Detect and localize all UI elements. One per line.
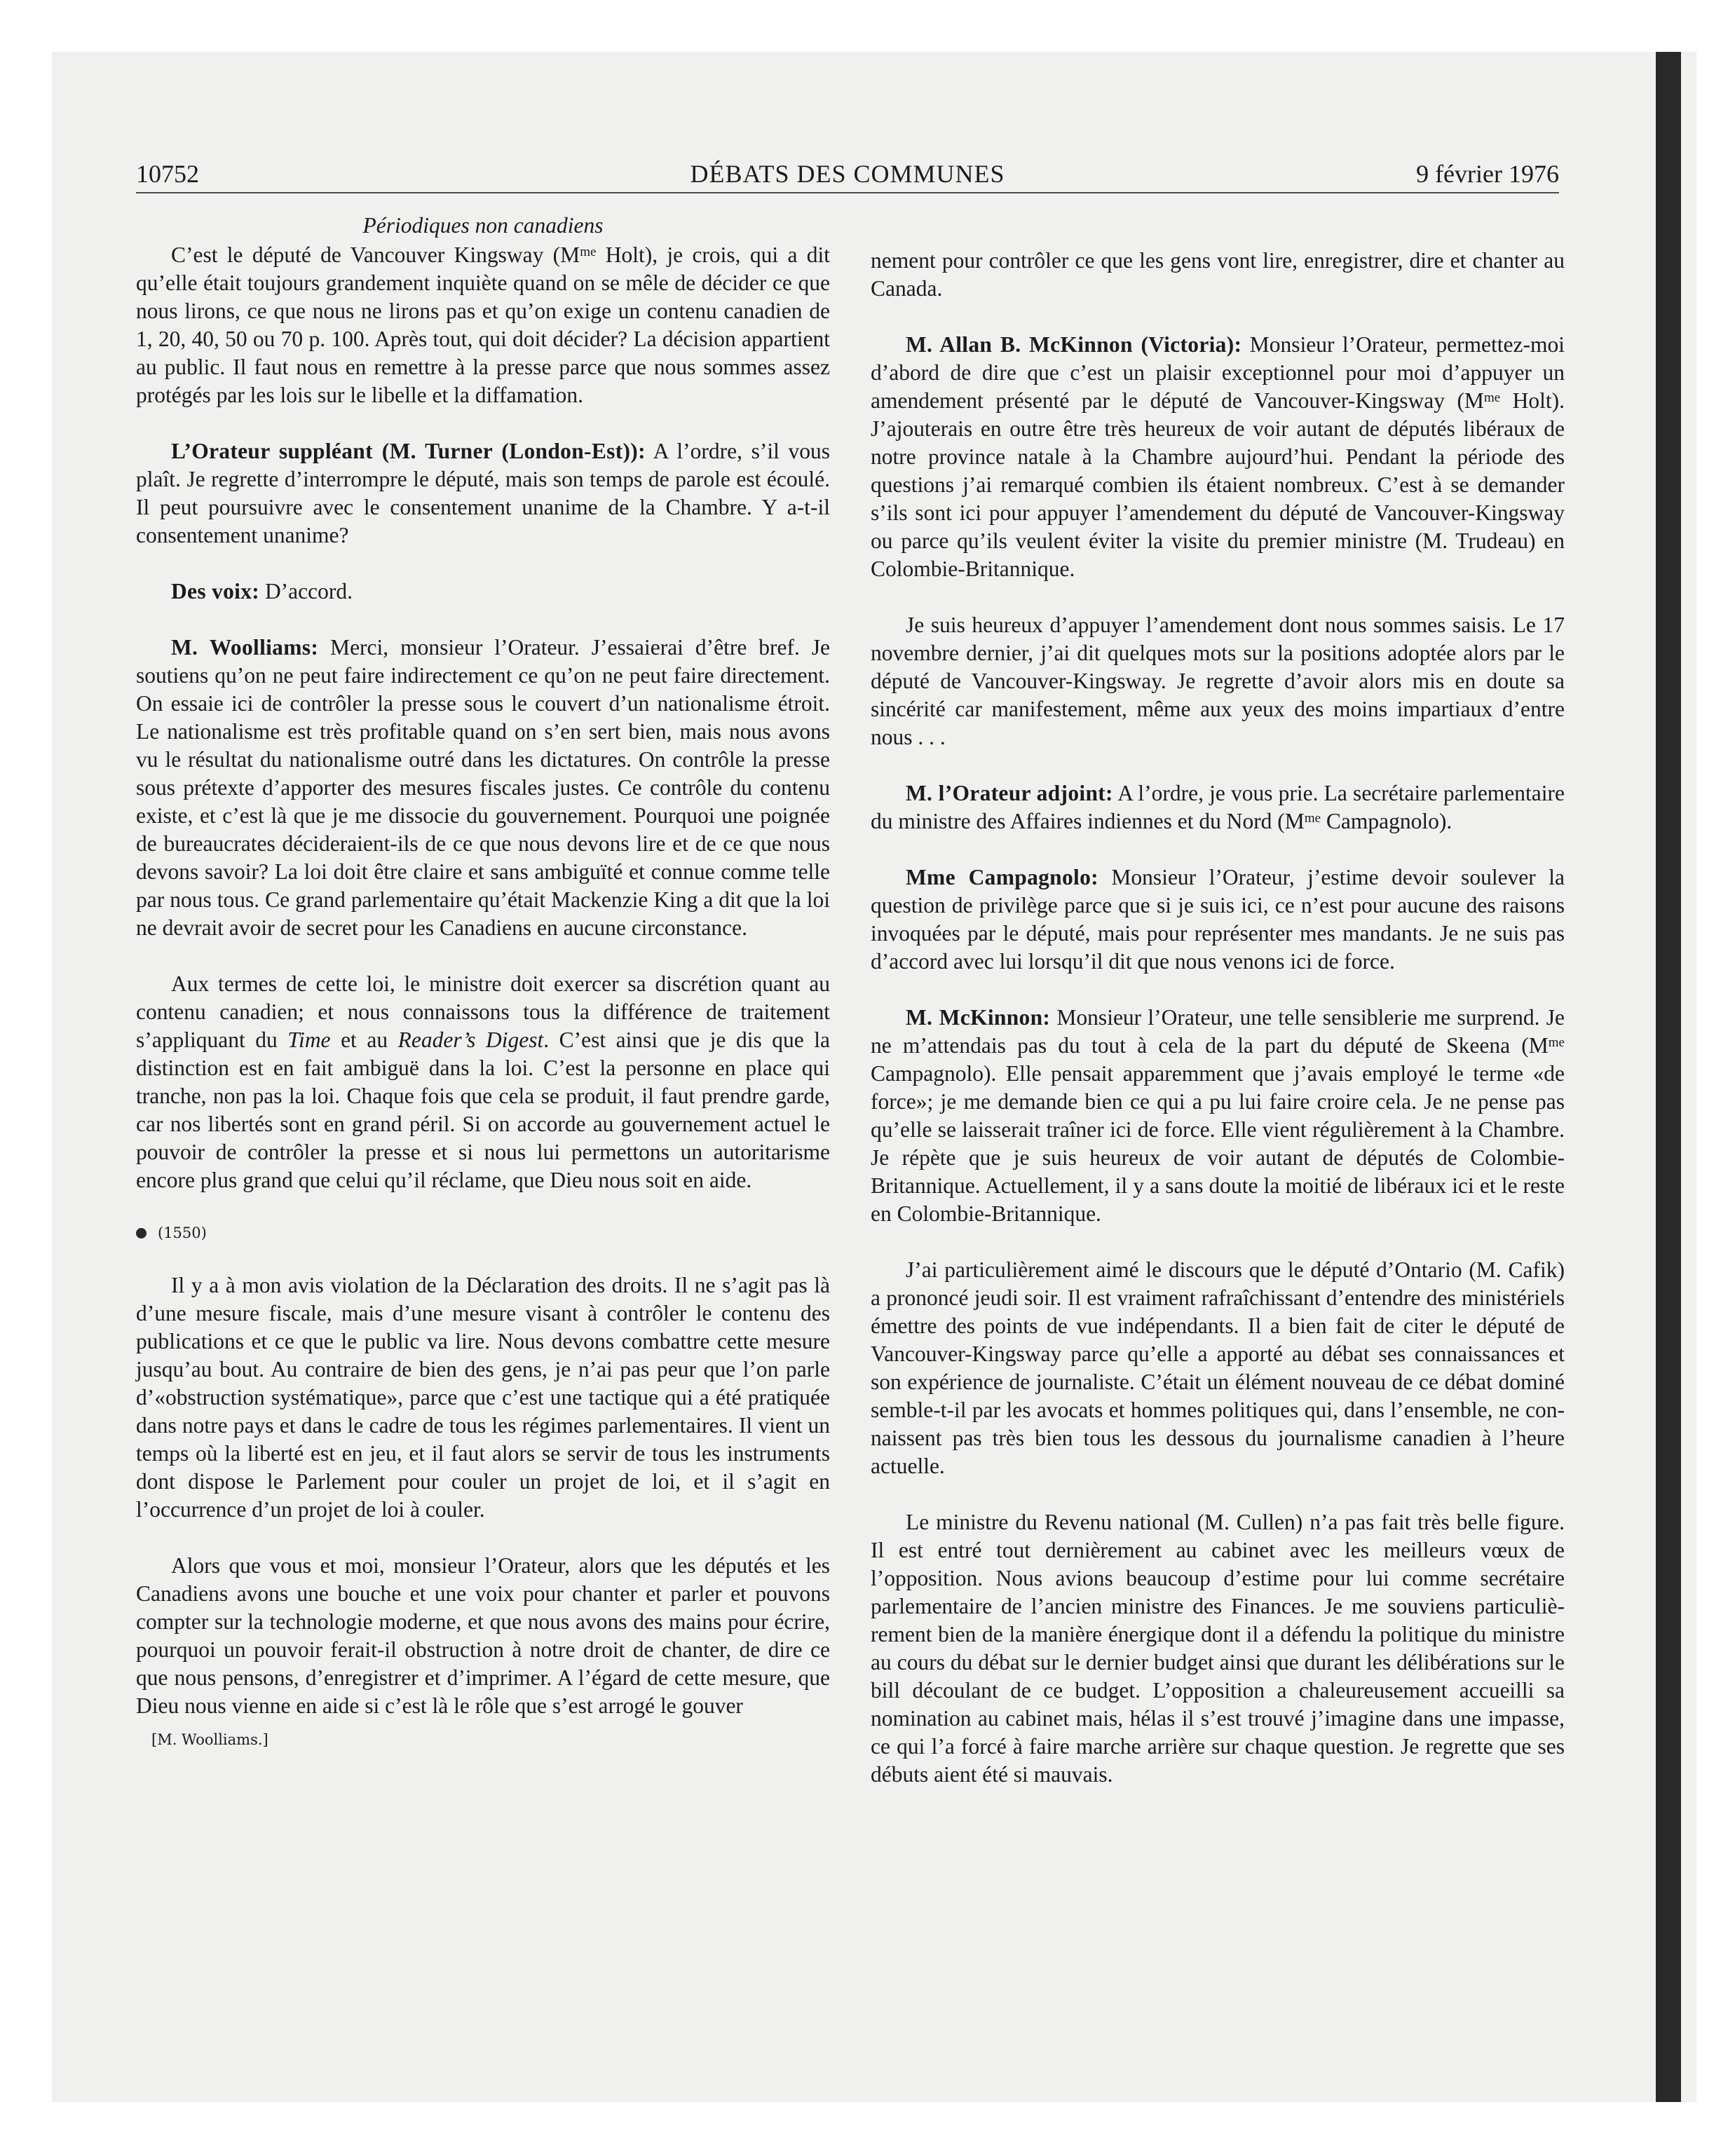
paragraph <box>871 1004 1565 1228</box>
speaker-name: Mme Campagnolo: <box>906 865 1098 889</box>
superscript: me <box>1304 811 1321 826</box>
speech-text: Monsieur l’Orateur, j’estime devoir soulever la question de privilège parce que si je suis ici, ce n’est pour aucune des raisons invoquées par le député, mais pour représenter mes mandants. Je ne suis pas d’accord avec lui lorsqu’il dit que nous venons ici de force. <box>871 865 1565 974</box>
paragraph <box>871 331 1565 583</box>
speech-text: D’accord. <box>259 579 353 603</box>
paragraph: Alors que vous et moi, monsieur l’Orateur, alors que les députés et les Canadiens avons une bouche et une voix pour chanter et parler et pouvons compter sur la technologie moderne, et que nous avons des mains pour écrire, pourquoi un pouvoir ferait-il obstruction à notre droit de chanter, de dire ce que nous pensons, d’enregistrer et d’imprimer. A l’égard de cette mesure, que Dieu nous vienne en aide si c’est là le rôle que s’est arrogé le gouver <box>136 1553 830 1718</box>
paragraph: nement pour contrôler ce que les gens vont lire, enregistrer, dire et chanter au Canada. <box>871 248 1565 301</box>
speaker-attribution: [M. Woolliams.] <box>151 1731 268 1748</box>
publication-name: Time <box>287 1028 331 1052</box>
text-run: et au <box>330 1028 398 1052</box>
paragraph <box>871 779 1565 835</box>
running-head <box>136 158 1559 193</box>
speech-text: Merci, monsieur l’Orateur. J’essaierai d’être bref. Je soutiens qu’on ne peut faire indirectement ce qu’on ne peut faire directement. On essaie ici de contrôler la presse sous le couvert d’un nationalisme étroit. Le nationalisme est très profitable quand on s’en sert bien, mais nous avons vu le résultat du nationalisme outré dans les dictatures. On contrôle la presse sous prétexte d’apporter des mesures fiscales justes. Ce contrôle du contenu existe, et c’est là que je me dissocie du gouvernement. Pourquoi une poignée de bureaucrates décideraient-ils de ce que nous devons lire et de ce que nous devons savoir? La loi doit être claire et sans ambiguïté et connue comme telle par nous tous. Ce grand parlementaire qu’était Mackenzie King a dit que la loi ne devrait avoir de secret pour les Canadiens en aucune circonstance. <box>136 635 830 940</box>
text-run: Campagnolo). Elle pensait apparemment que j’avais employé le terme «de force»; je me demande bien ce qui a pu lui faire croire cela. Je ne pense pas qu’elle se laisserait traîner ici de force. Elle vient régulièrement à la Chambre. Je répète que je suis heureux de voir autant de députés de Colombie-Britannique. Actuellement, il y a sans doute la moitié de libéraux ici et le reste en Colombie-Britannique. <box>871 1061 1565 1226</box>
issue-date: 9 février 1976 <box>1416 160 1559 188</box>
bullet-dot-icon <box>136 1228 147 1239</box>
superscript: me <box>1548 1035 1565 1050</box>
paragraph: Je suis heureux d’appuyer l’amendement dont nous sommes saisis. Le 17 novembre dernier, j’ai dit quelques mots sur la positions adoptée alors par le député de Vancouver-Kingsway. Je regrette d’avoir alors mis en doute sa sincérité car manifestement, même aux yeux des moins impartiaux d’entre nous . . . <box>871 613 1565 749</box>
paragraph: Le ministre du Revenu national (M. Cullen) n’a pas fait très belle figure. Il est entré tout dernièrement au cabinet avec les meilleurs vœux de l’opposition. Nous avions beaucoup d’estime pour lui comme secrétaire parlementaire de l’ancien ministre des Finances. Je me souviens particulièrement bien de la manière énergique dont il a défendu la politique du ministre au cours du débat sur le dernier budget ainsi que durant les délibérations sur le bill découlant de ce budget. L’opposition a chaleureusement accueilli sa nomination au cabinet mais, hélas il s’est trouvé j’imagine dans une impasse, ce qui l’a forcé à faire marche arrière sur chaque question. Je regrette que ses débuts aient été si mauvais. <box>871 1510 1565 1787</box>
right-column <box>871 247 1565 1817</box>
text-run: . C’est ainsi que je dis que la distinction est en fait ambiguë dans la loi. C’est la personne en place qui tranche, non pas la loi. Chaque fois que cela se produit, il faut prendre garde, car nos libertés sont en grand péril. Si on accorde au gouvernement actuel le pouvoir de contrôler la presse et si nous lui permettons un autoritarisme encore plus grand que celui qu’il réclame, que Dieu nous soit en aide. <box>136 1028 830 1192</box>
left-column <box>136 212 830 1749</box>
speaker-name: M. Woolliams: <box>171 635 319 660</box>
publication-name: Reader’s Digest <box>397 1028 544 1052</box>
text-run: A l’ordre, je vous prie. La secrétaire parlementaire du ministre des Affaires indiennes et du Nord (M <box>871 781 1565 833</box>
speaker-name: M. McKinnon: <box>906 1005 1051 1030</box>
paragraph <box>136 437 830 550</box>
speaker-name: L’Orateur suppléant (M. Turner (London-Est)): <box>171 439 646 463</box>
paragraph: Il y a à mon avis violation de la Déclaration des droits. Il ne s’agit pas là d’une mesure fiscale, mais d’une mesure visant à contrôler le contenu des publications et ce que le public va lire. Nous devons combattre cette mesure jusqu’au bout. Au contraire de bien des gens, je n’ai pas peur que l’on parle d’«obstruction systématique», parce que c’est une tactique qui a été pratiquée dans notre pays et dans le cadre de tous les régimes parlementaires. Il vient un temps où la liberté est en jeu, et il faut alors se servir de tous les instruments dont dispose le Parlement pour couler un projet de loi, et il s’agit en l’occurrence d’un projet de loi à couler. <box>136 1273 830 1522</box>
paragraph <box>136 634 830 942</box>
section-title: Périodiques non canadiens <box>362 213 604 238</box>
superscript: me <box>580 245 597 259</box>
time-marker <box>136 1222 830 1243</box>
superscript: me <box>1483 390 1501 405</box>
paragraph <box>136 578 830 606</box>
speech-text: A l’ordre, s’il vous plaît. Je regrette d’interrompre le député, mais son temps de parole est écoulé. Il peut poursuivre avec le consentement unanime de la Chambre. Y a-t-il consentement unanime? <box>136 439 830 547</box>
paragraph <box>136 241 830 409</box>
text-run: Holt). J’ajouterais en outre être très heureux de voir autant de députés libéraux de notre province natale à la Chambre aujourd’hui. Pendant la période des questions j’ai remarqué combien ils étaient nombreux. C’est à se demander s’ils sont ici pour appuyer l’amendement du député de Vancouver-Kingsway ou parce qu’ils veulent éviter la visite du premier ministre (M. Trudeau) en Colombie-Britannique. <box>871 388 1565 581</box>
paragraph <box>871 864 1565 976</box>
text-run: Monsieur l’Orateur, une telle sensiblerie me surprend. Je ne m’attendais pas du tout à cela de la part du député de Skeena (M <box>871 1005 1565 1058</box>
speaker-name: Des voix: <box>171 579 260 603</box>
publication-title: DÉBATS DES COMMUNES <box>690 160 1005 188</box>
time-marker-label: (1550) <box>158 1224 207 1241</box>
text-run: Campagnolo). <box>1321 809 1452 833</box>
speaker-name: M. Allan B. McKinnon (Victoria): <box>906 332 1242 357</box>
paragraph: J’ai particulièrement aimé le discours que le député d’Ontario (M. Cafik) a prononcé jeudi soir. Il est vraiment rafraîchissant d’entendre des ministériels émettre des points de vue indépendants. Il a bien fait de citer le député de Vancouver-Kingsway parce qu’elle a apporté au débat ses connaissances et son expérience de journaliste. C’était un élément nouveau de ce débat dominé semble-t-il par les avocats et hommes politiques qui, dans l’ensemble, ne connaissent pas très bien tous les dessous du journalisme canadien à l’heure actuelle. <box>871 1257 1565 1478</box>
text-run: Aux termes de cette loi, le ministre doit exercer sa discrétion quant au contenu canadien; et nous connaissons tous la différence de traitement s’appliquant du <box>136 971 830 1052</box>
paragraph <box>136 970 830 1194</box>
text-run: C’est le député de Vancouver Kingsway (M <box>171 243 580 267</box>
scan-edge-bar <box>1656 52 1681 2102</box>
speaker-name: M. l’Orateur adjoint: <box>906 781 1113 805</box>
text-run: Holt), je crois, qui a dit qu’elle était toujours grandement inquiète quand on se mêle de décider ce que nous lirons, ce que nous ne lirons pas et qu’on exige un contenu canadien de 1, 20, 40, 50 ou 70 p. 100. Après tout, qui doit décider? La décision appartient au public. Il faut nous en remettre à la presse parce que nous sommes assez protégés par les lois sur le libelle et la diffamation. <box>136 243 830 407</box>
page-number: 10752 <box>136 160 199 188</box>
text-run: Monsieur l’Orateur, permettez-moi d’abord de dire que c’est un plaisir exceptionnel pour moi d’appuyer un amendement présenté par le député de Vancouver-Kingsway (M <box>871 332 1565 413</box>
